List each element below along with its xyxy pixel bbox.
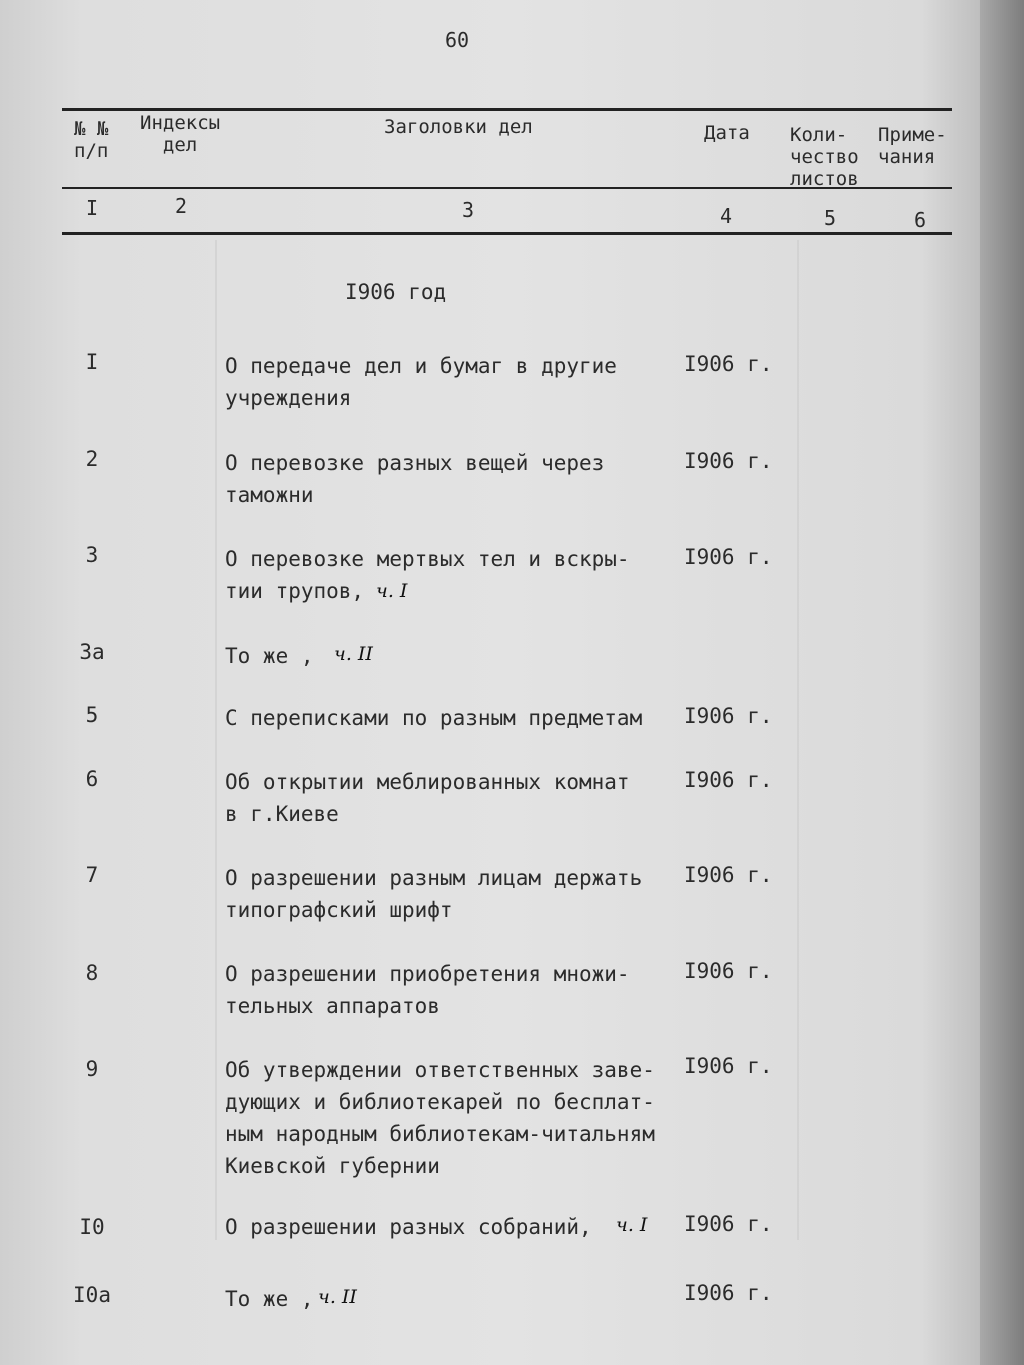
- column-number: I: [86, 196, 99, 220]
- item-title: О разрешении разных собраний,: [225, 1215, 592, 1239]
- item-date: I906 г.: [684, 545, 773, 569]
- column-number: 6: [914, 208, 927, 232]
- item-number: 2: [85, 447, 99, 471]
- item-number: I0: [79, 1215, 105, 1239]
- header-col-number: № № п/п: [74, 118, 109, 162]
- item-title: То же ,: [225, 644, 314, 668]
- item-title: Об утверждении ответственных заве- дующих и библиотекарей по бесплат- ным народным библиотекам-читальням Киевской губернии: [225, 1058, 655, 1178]
- item-number: I0а: [73, 1283, 111, 1307]
- item-number: 8: [85, 961, 99, 985]
- item-date: I906 г.: [684, 959, 773, 983]
- item-number: 9: [85, 1057, 99, 1081]
- item-date: I906 г.: [684, 863, 773, 887]
- item-date: I906 г.: [684, 449, 773, 473]
- item-date: I906 г.: [684, 352, 773, 376]
- header-col-date: Дата: [704, 122, 750, 144]
- item-number: 5: [85, 703, 99, 727]
- item-title: О передаче дел и бумаг в другие учреждения: [225, 354, 617, 410]
- header-col-index: Индексы дел: [140, 112, 221, 156]
- item-title: О разрешении разным лицам держать типографский шрифт: [225, 866, 643, 922]
- handwritten-part-note: ч. I: [376, 580, 408, 602]
- page-edge-shadow: [980, 0, 1024, 1365]
- page-number: 60: [445, 28, 470, 52]
- year-heading: I906 год: [345, 280, 447, 304]
- column-number: 3: [462, 198, 475, 222]
- header-rule: [62, 187, 952, 189]
- item-date: I906 г.: [684, 1281, 773, 1305]
- column-number: 5: [824, 206, 837, 230]
- item-date: I906 г.: [684, 768, 773, 792]
- item-title: С переписками по разным предметам: [225, 706, 643, 730]
- header-col-notes: Приме- чания: [878, 124, 947, 168]
- item-title: О перевозке мертвых тел и вскры- тии трупов,: [225, 547, 630, 603]
- item-number: I: [85, 350, 99, 374]
- column-number: 4: [720, 204, 733, 228]
- top-rule: [62, 108, 952, 111]
- header-col-title: Заголовки дел: [384, 116, 533, 138]
- item-date: I906 г.: [684, 1212, 773, 1236]
- item-date: I906 г.: [684, 704, 773, 728]
- handwritten-part-note: ч. II: [318, 1286, 357, 1308]
- item-title: Об открытии меблированных комнат в г.Киеве: [225, 770, 630, 826]
- bottom-header-rule: [62, 232, 952, 235]
- item-title: То же ,: [225, 1287, 314, 1311]
- item-date: I906 г.: [684, 1054, 773, 1078]
- handwritten-part-note: ч. I: [616, 1214, 648, 1236]
- header-col-sheets: Коли- чество листов: [790, 124, 859, 190]
- handwritten-part-note: ч. II: [334, 643, 373, 665]
- item-number: 6: [85, 767, 99, 791]
- item-title: О перевозке разных вещей через таможни: [225, 451, 605, 507]
- column-number: 2: [175, 194, 188, 218]
- item-title: О разрешении приобретения множи- тельных аппаратов: [225, 962, 630, 1018]
- item-number: 3а: [79, 640, 105, 664]
- item-number: 7: [85, 863, 99, 887]
- item-number: 3: [85, 543, 99, 567]
